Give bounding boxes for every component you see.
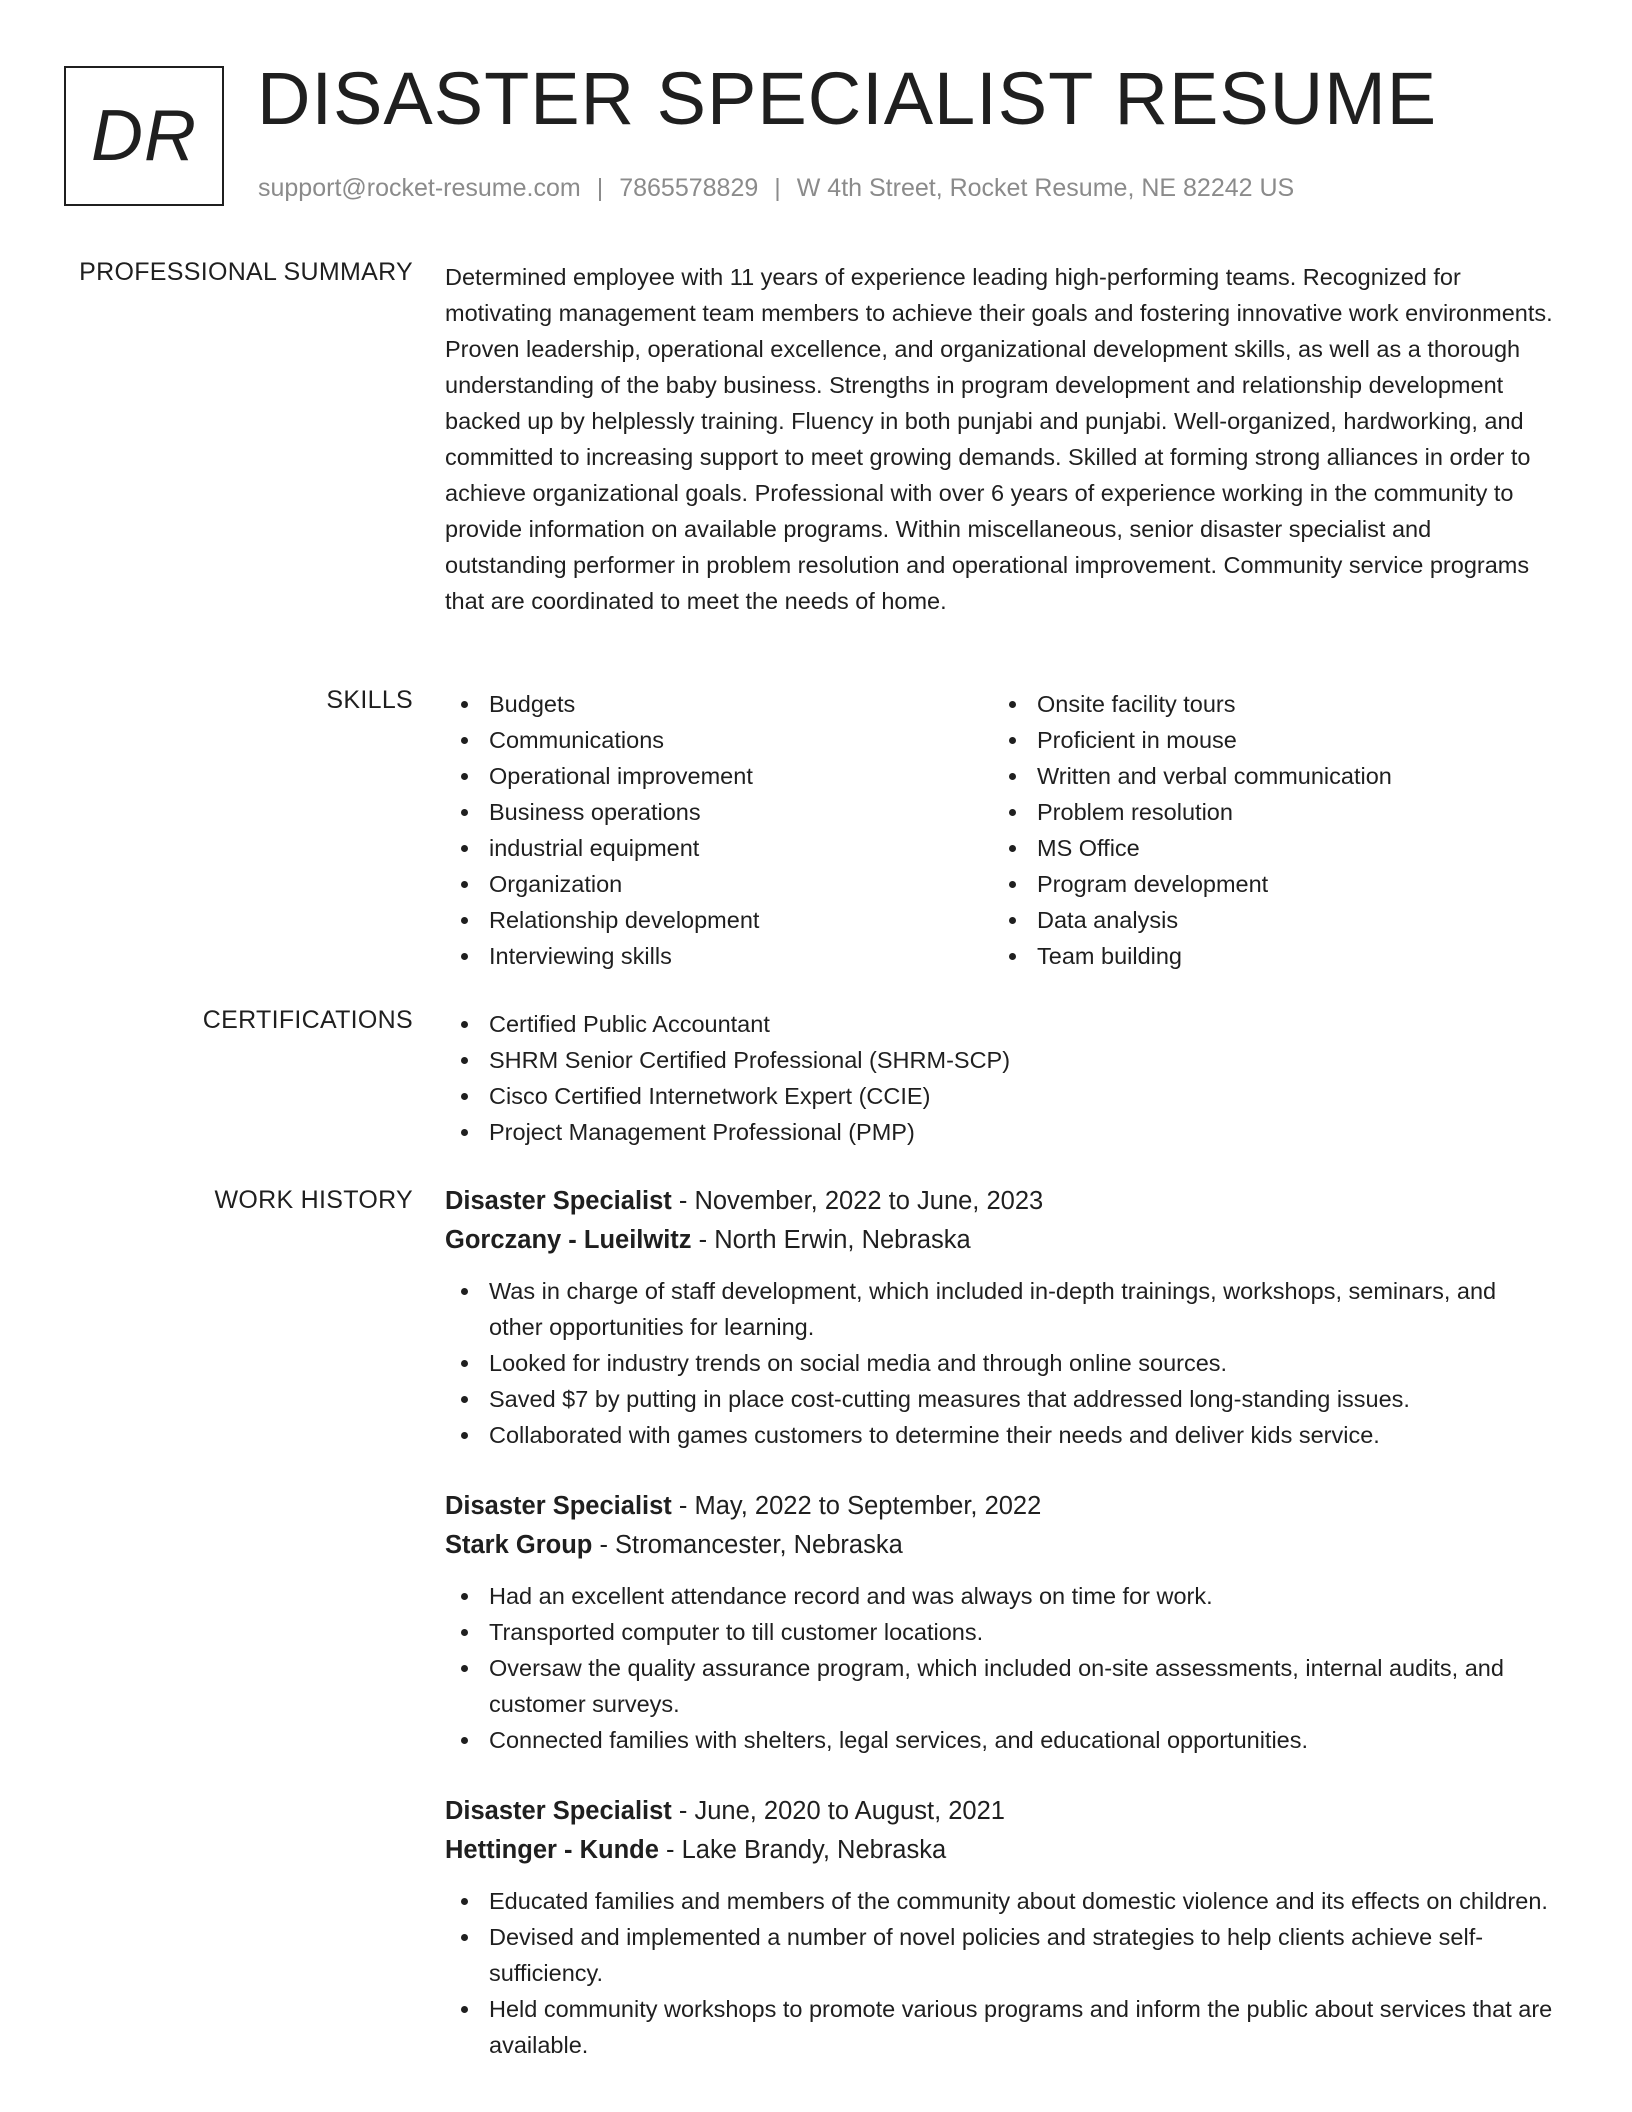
job-duty-item: Devised and implemented a number of novel policies and strategies to help clients achieve self-sufficiency. [445,1919,1555,1991]
job-title-line [445,1792,1555,1831]
job-duty-item: Transported computer to till customer locations. [445,1614,1555,1650]
certifications-list [445,1006,1555,1150]
job-company-line [445,1526,1555,1565]
contact-line [258,174,1294,203]
skill-item: Communications [445,722,993,758]
summary-body [445,258,1555,619]
job-location: - Lake Brandy, Nebraska [658,1836,947,1864]
skill-item: Proficient in mouse [993,722,1541,758]
skill-item: Budgets [445,686,993,722]
contact-separator: | [596,174,604,202]
contact-email[interactable]: support@rocket-resume.com [258,174,581,202]
job-duty-item: Was in charge of staff development, which included in-depth trainings, workshops, seminars, and other opportunities for learning. [445,1273,1555,1345]
skills-body [445,686,1555,974]
skill-item: Team building [993,938,1541,974]
job-duty-item: Connected families with shelters, legal services, and educational opportunities. [445,1722,1555,1758]
job-company-line [445,1831,1555,1870]
job-duties-list [445,1578,1555,1758]
job-location: - Stromancester, Nebraska [592,1531,903,1559]
job-dates: - June, 2020 to August, 2021 [671,1797,1005,1825]
job-title-line [445,1182,1555,1221]
skills-grid [445,686,1555,974]
skill-item: Program development [993,866,1541,902]
skill-item: Problem resolution [993,794,1541,830]
job-duty-item: Looked for industry trends on social media and through online sources. [445,1345,1555,1381]
skill-item: Organization [445,866,993,902]
certifications-body [445,1006,1555,1150]
summary-heading: PROFESSIONAL SUMMARY [79,258,413,286]
certification-item: Cisco Certified Internetwork Expert (CCIE) [445,1078,1555,1114]
skill-item: Written and verbal communication [993,758,1541,794]
job-duties-list [445,1883,1555,2063]
work-history-heading: WORK HISTORY [214,1186,413,1214]
skills-list-right [993,686,1541,974]
job-entry [445,1487,1555,1758]
skill-item: Relationship development [445,902,993,938]
summary-text: Determined employee with 11 years of experience leading high-performing teams. Recognized for motivating management team members to achieve their goals and fostering innovative work environments. Proven leadership, operational excellence, and organizational development skills, as well as a thorough understanding of the baby business. Strengths in program development and relationship development backed up by helplessly training. Fluency in both punjabi and punjabi. Well-organized, hardworking, and committed to increasing support to meet growing demands. Skilled at forming strong alliances in order to achieve organizational goals. Professional with over 6 years of experience working in the community to provide information on available programs. Within miscellaneous, senior disaster specialist and outstanding performer in problem resolution and operational improvement. Community service programs that are coordinated to meet the needs of home. [445,264,1553,614]
job-title-line [445,1487,1555,1526]
job-duties-list [445,1273,1555,1453]
skill-item: Business operations [445,794,993,830]
job-company: Gorczany - Lueilwitz [445,1226,692,1254]
skill-item: Onsite facility tours [993,686,1541,722]
job-company: Stark Group [445,1531,593,1559]
work-history-body [445,1182,1555,2097]
skill-item: MS Office [993,830,1541,866]
skills-heading: SKILLS [326,686,413,714]
job-entry [445,1792,1555,2063]
job-duty-item: Saved $7 by putting in place cost-cutting measures that addressed long-standing issues. [445,1381,1555,1417]
contact-separator: | [774,174,781,202]
job-duty-item: Held community workshops to promote various programs and inform the public about services that are available. [445,1991,1555,2063]
monogram-logo: DR [64,66,224,206]
job-title: Disaster Specialist [445,1187,672,1215]
job-duty-item: Educated families and members of the community about domestic violence and its effects on children. [445,1883,1555,1919]
job-title: Disaster Specialist [445,1797,672,1825]
job-location: - North Erwin, Nebraska [691,1226,971,1254]
certification-item: Project Management Professional (PMP) [445,1114,1555,1150]
contact-address: W 4th Street, Rocket Resume, NE 82242 US [796,174,1295,202]
job-duty-item: Had an excellent attendance record and was always on time for work. [445,1578,1555,1614]
job-duty-item: Collaborated with games customers to determine their needs and deliver kids service. [445,1417,1555,1453]
job-company: Hettinger - Kunde [445,1836,659,1864]
skill-item: Interviewing skills [445,938,993,974]
page-title: DISASTER SPECIALIST RESUME [257,57,1438,140]
skill-item: Operational improvement [445,758,993,794]
job-duty-item: Oversaw the quality assurance program, which included on-site assessments, internal audits, and customer surveys. [445,1650,1555,1722]
certification-item: Certified Public Accountant [445,1006,1555,1042]
certification-item: SHRM Senior Certified Professional (SHRM-SCP) [445,1042,1555,1078]
skill-item: industrial equipment [445,830,993,866]
certifications-heading: CERTIFICATIONS [202,1006,413,1034]
job-dates: - May, 2022 to September, 2022 [671,1492,1042,1520]
job-dates: - November, 2022 to June, 2023 [671,1187,1044,1215]
skills-list-left [445,686,993,974]
job-entry [445,1182,1555,1453]
job-title: Disaster Specialist [445,1492,672,1520]
skill-item: Data analysis [993,902,1541,938]
job-company-line [445,1221,1555,1260]
contact-phone[interactable]: 7865578829 [619,174,759,202]
